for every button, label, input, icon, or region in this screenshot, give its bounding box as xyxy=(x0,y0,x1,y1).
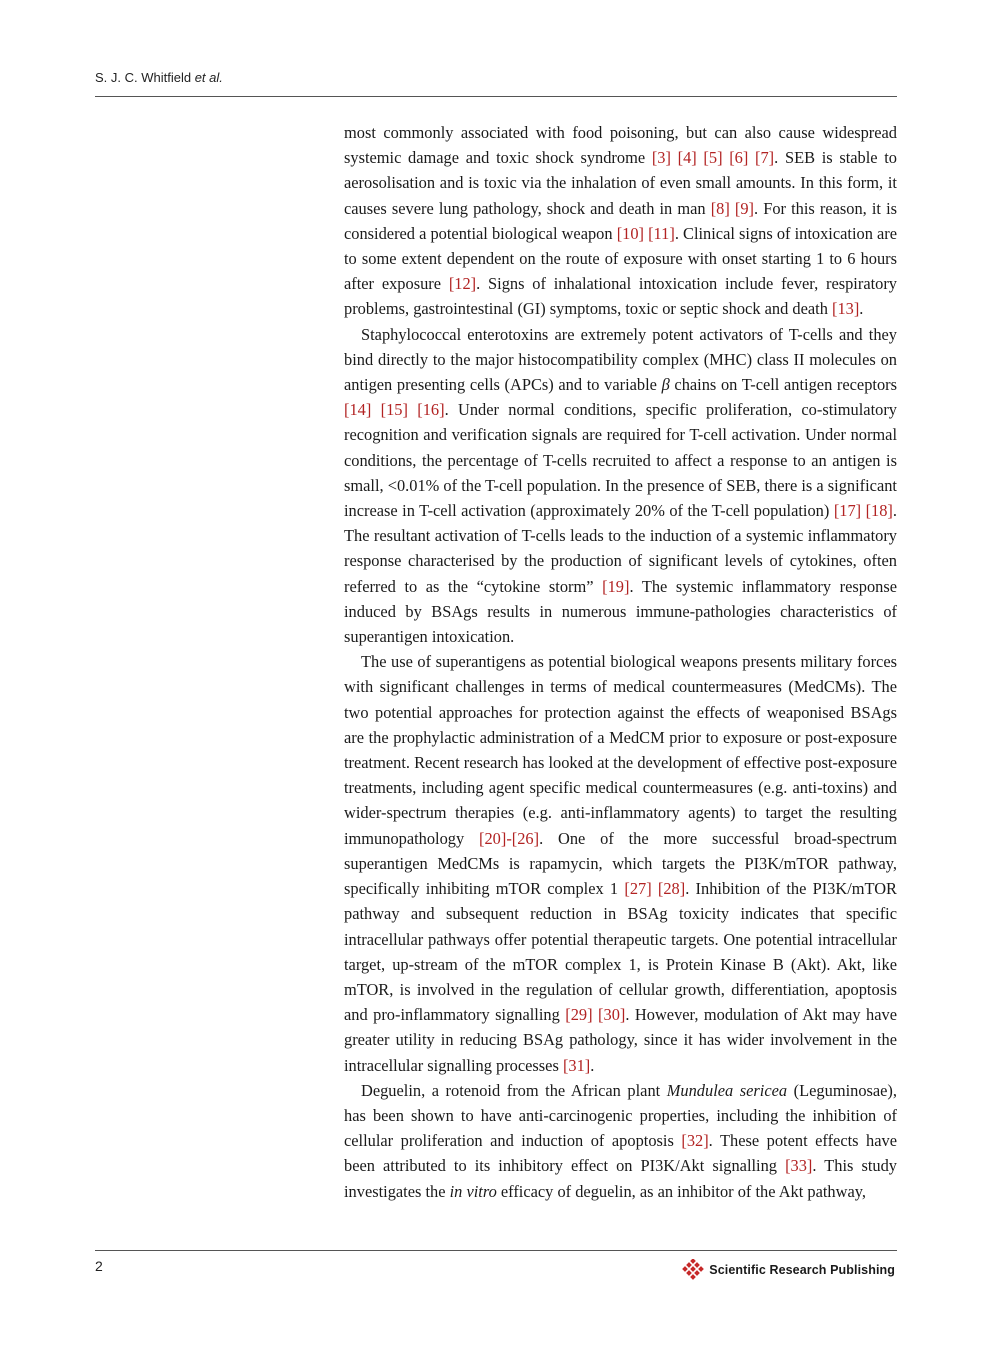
beta-symbol: β xyxy=(661,375,670,395)
citation-link[interactable]: [10] [11] xyxy=(616,223,675,243)
text-run: . These potent effects have been attributed to its inhibitory effect on PI3K/Akt signalling xyxy=(344,1131,897,1176)
citation-link[interactable]: [3] [4] [5] [6] [7] xyxy=(651,148,775,168)
text-run: (Leguminosae), has been shown to have anti-carcinogenic properties, including the inhibition of cellular proliferation and induction of apoptosis xyxy=(344,1080,897,1151)
text-run: . One of the more successful broad-spectrum superantigen MedCMs is rapamycin, which targets the PI3K/mTOR pathway, specifically inhibiting mTOR complex 1 xyxy=(344,828,897,899)
footer-rule xyxy=(95,1250,897,1251)
text-run: . SEB is stable to aerosolisation and is toxic via the inhalation of even small amounts. In this form, it causes severe lung pathology, shock and death in man xyxy=(344,148,898,218)
publisher-name: Scientific Research Publishing xyxy=(709,1263,895,1277)
paragraph-4 xyxy=(344,1078,897,1204)
text-run: Staphylococcal enterotoxins are extremely potent activators of T-cells and they bind directly to the major histocompatibility complex (MHC) class II molecules on antigen presenting cells (APCs) and to variable xyxy=(344,324,897,395)
citation-link[interactable]: [31] xyxy=(562,1055,591,1075)
text-run: . xyxy=(590,1055,595,1075)
text-run: . Under normal conditions, specific proliferation, co-stimulatory recognition and verification signals are required for T-cell activation. Under normal conditions, the percentage of T-cells recruited to affect a response to an antigen is small, <0.01% of the T-cell population. In the presence of SEB, there is a significant increase in T-cell activation (approximately 20% of the T-cell population) xyxy=(344,400,897,521)
species-name: Mundulea sericea xyxy=(666,1080,788,1100)
text-run: . The systemic inflammatory response induced by BSAgs results in numerous immune-pathologies characteristics of superantigen intoxication. xyxy=(344,576,897,647)
citation-link[interactable]: [13] xyxy=(831,299,860,319)
citation-link[interactable]: [20]-[26] xyxy=(479,828,540,848)
citation-link[interactable]: [33] xyxy=(785,1156,813,1176)
citation-link[interactable]: [19] xyxy=(602,576,630,596)
text-run: efficacy of deguelin, as an inhibitor of the Akt pathway, xyxy=(496,1181,866,1201)
header-rule xyxy=(95,96,897,97)
citation-link[interactable]: [27] [28] xyxy=(624,879,686,899)
paragraph-2 xyxy=(344,322,897,650)
page-number: 2 xyxy=(95,1258,103,1274)
citation-link[interactable]: [29] [30] xyxy=(565,1005,626,1025)
citation-link[interactable]: [17] [18] xyxy=(833,501,893,521)
text-run: Deguelin, a rotenoid from the African plant xyxy=(361,1080,667,1100)
text-run: . xyxy=(859,299,864,319)
header-etal: et al. xyxy=(194,70,223,85)
paragraph-3 xyxy=(344,649,897,1077)
citation-link[interactable]: [14] [15] [16] xyxy=(344,400,445,420)
text-run: . The resultant activation of T-cells leads to the induction of a systemic inflammatory response characterised by the production of significant levels of cytokines, often referred to as the “cytokine storm” xyxy=(344,501,898,596)
text-run: . Inhibition of the PI3K/mTOR pathway and subsequent reduction in BSAg toxicity indicates that specific intracellular pathways offer potential therapeutic targets. One potential intracellular target, up-stream of the mTOR complex 1, is Protein Kinase B (Akt). Akt, like mTOR, is involved in the regulation of cellular growth, differentiation, apoptosis and pro-inflammatory signalling xyxy=(344,879,897,1025)
text-run: . This study investigates the xyxy=(344,1156,897,1201)
text-run: most commonly associated with food poisoning, but can also cause widespread systemic damage and toxic shock syndrome xyxy=(344,123,897,168)
article-body xyxy=(344,120,897,1204)
paragraph-1 xyxy=(344,120,897,322)
running-header xyxy=(95,70,897,85)
text-run: The use of superantigens as potential biological weapons presents military forces with significant challenges in terms of medical countermeasures (MedCMs). The two potential approaches for protection against the effects of weaponised BSAgs are the prophylactic administration of a MedCM prior to exposure or post-exposure treatment. Recent research has looked at the development of effective post-exposure treatments, including agent specific medical countermeasures (e.g. anti-toxins) and wider-spectrum therapies (e.g. anti-inflammatory agents) to target the resulting immunopathology xyxy=(344,652,897,848)
text-run: . For this reason, it is considered a potential biological weapon xyxy=(344,198,898,243)
citation-link[interactable]: [32] xyxy=(681,1131,709,1151)
publisher-brand xyxy=(682,1259,895,1281)
text-run: chains on T-cell antigen receptors xyxy=(669,375,897,395)
header-authors: S. J. C. Whitfield xyxy=(95,70,192,85)
text-run: . However, modulation of Akt may have greater utility in reducing BSAg pathology, since it has wider involvement in the intracellular signalling processes xyxy=(344,1005,897,1075)
citation-link[interactable]: [8] [9] xyxy=(710,198,755,218)
citation-link[interactable]: [12] xyxy=(448,274,477,294)
publisher-logo-icon xyxy=(682,1259,704,1281)
in-vitro-term: in vitro xyxy=(449,1181,497,1201)
text-run: . Clinical signs of intoxication are to some extent dependent on the route of exposure with onset starting 1 to 6 hours after exposure xyxy=(344,223,898,294)
text-run: . Signs of inhalational intoxication include fever, respiratory problems, gastrointestinal (GI) symptoms, toxic or septic shock and death xyxy=(344,274,897,319)
